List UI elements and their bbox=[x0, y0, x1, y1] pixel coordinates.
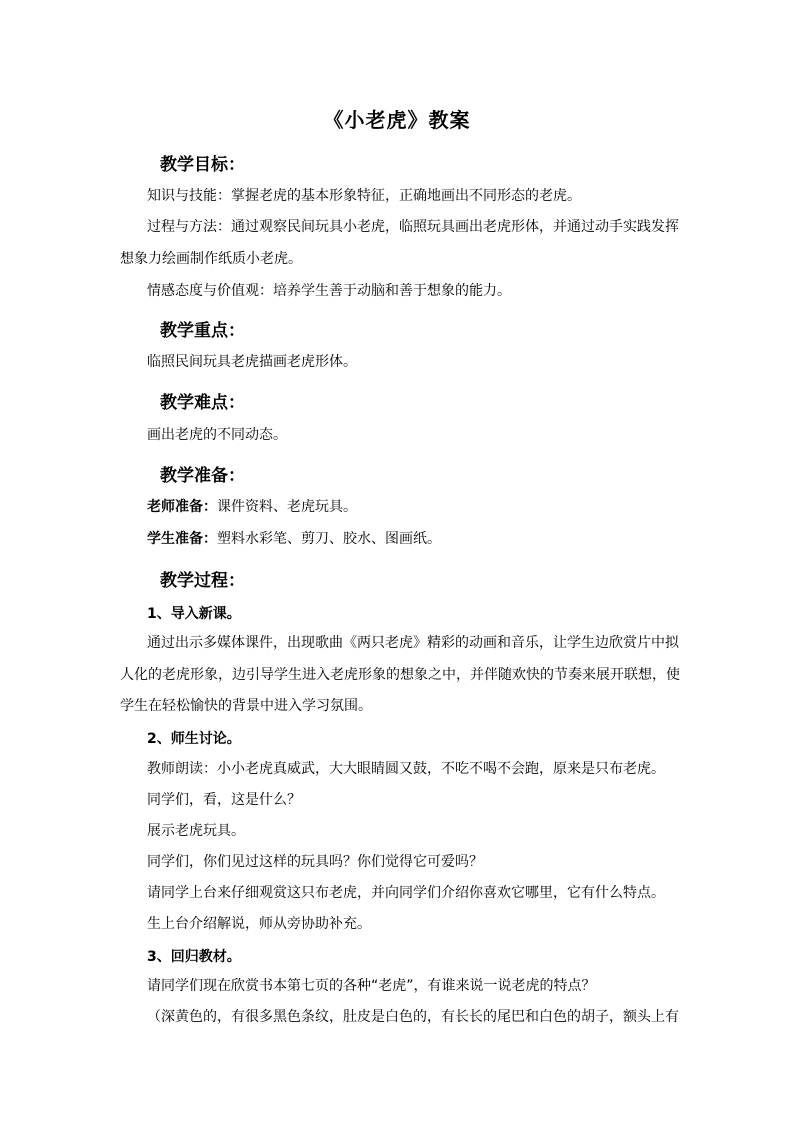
step-1-title: 1、导入新课。 bbox=[147, 606, 241, 622]
step-2-title: 2、师生讨论。 bbox=[147, 731, 241, 747]
step-1-line2: 人化的老虎形象，边引导学生进入老虎形象的想象之中，并伴随欢快的节奏来展开联想，使 bbox=[120, 667, 680, 683]
step-3-title: 3、回归教材。 bbox=[147, 949, 241, 965]
step-2-line4: 同学们，你们见过这样的玩具吗？你们觉得它可爱吗？ bbox=[147, 854, 483, 870]
heading-difficulties: 教学难点： bbox=[160, 393, 245, 413]
step-2-line3: 展示老虎玩具。 bbox=[147, 823, 245, 839]
student-preparation-label: 学生准备： bbox=[147, 531, 217, 547]
difficulties-text: 画出老虎的不同动态。 bbox=[147, 427, 287, 443]
step-2-line6: 生上台介绍解说，师从旁协助补充。 bbox=[147, 916, 371, 932]
teacher-preparation-label: 老师准备： bbox=[147, 499, 217, 515]
objective-knowledge: 知识与技能：掌握老虎的基本形象特征，正确地画出不同形态的老虎。 bbox=[147, 188, 581, 204]
step-1-line1: 通过出示多媒体课件，出现歌曲《两只老虎》精彩的动画和音乐，让学生边欣赏片中拟 bbox=[147, 635, 679, 651]
step-2-line1: 教师朗读：小小老虎真威武，大大眼睛圆又鼓，不吃不喝不会跑，原来是只布老虎。 bbox=[147, 761, 665, 777]
step-2-line2: 同学们，看，这是什么？ bbox=[147, 792, 301, 808]
heading-preparation: 教学准备： bbox=[160, 466, 245, 486]
objective-attitude: 情感态度与价值观：培养学生善于动脑和善于想象的能力。 bbox=[147, 283, 511, 299]
step-3-line1: 请同学们现在欣赏书本第七页的各种“老虎”，有谁来说一说老虎的特点？ bbox=[147, 978, 596, 994]
student-preparation bbox=[147, 529, 441, 549]
page-title: 《小老虎》教案 bbox=[323, 108, 471, 132]
step-2-line5: 请同学上台来仔细观赏这只布老虎，并向同学们介绍你喜欢它哪里，它有什么特点。 bbox=[147, 885, 665, 901]
key-points-text: 临照民间玩具老虎描画老虎形体。 bbox=[147, 354, 357, 370]
heading-objectives: 教学目标： bbox=[160, 155, 245, 175]
heading-process: 教学过程： bbox=[160, 571, 245, 591]
student-preparation-text: 塑料水彩笔、剪刀、胶水、图画纸。 bbox=[217, 531, 441, 547]
teacher-preparation-text: 课件资料、老虎玩具。 bbox=[217, 499, 357, 515]
step-1-line3: 学生在轻松愉快的背景中进入学习氛围。 bbox=[120, 698, 372, 714]
step-3-line2: （深黄色的，有很多黑色条纹，肚皮是白色的，有长长的尾巴和白色的胡子，额头上有 bbox=[147, 1009, 679, 1025]
objective-method-line2: 想象力绘画制作纸质小老虎。 bbox=[120, 251, 302, 267]
heading-key-points: 教学重点： bbox=[160, 321, 245, 341]
teacher-preparation bbox=[147, 497, 357, 517]
objective-method-line1: 过程与方法：通过观察民间玩具小老虎，临照玩具画出老虎形体，并通过动手实践发挥 bbox=[147, 219, 679, 235]
